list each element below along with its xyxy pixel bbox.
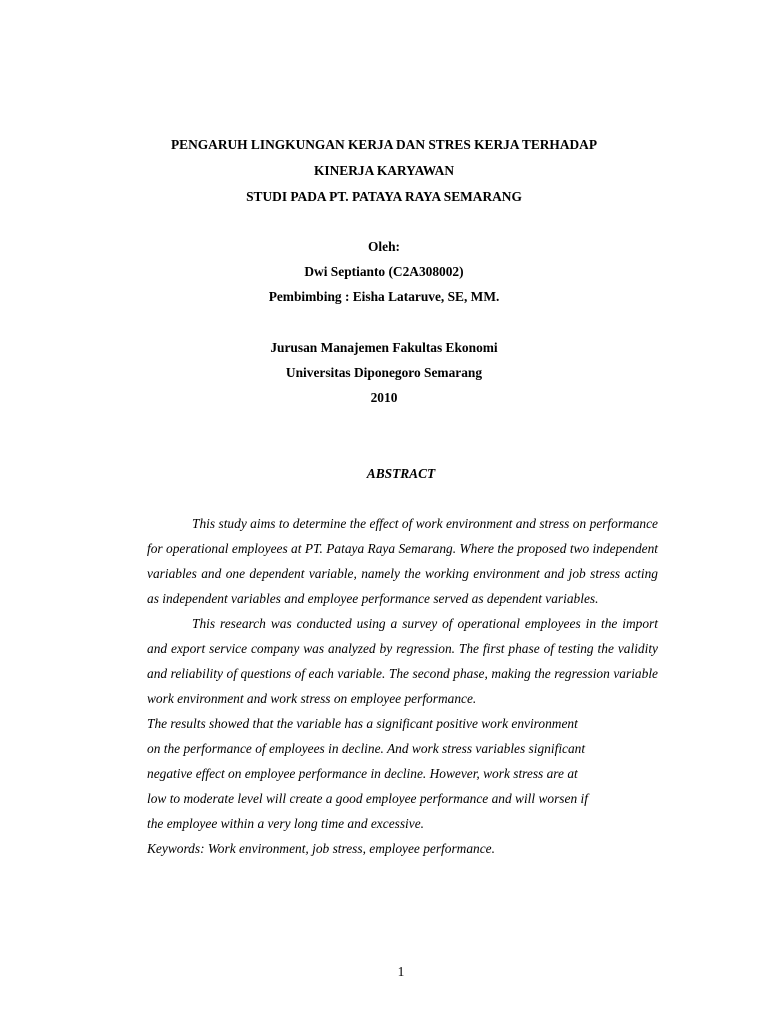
supervisor: Pembimbing : Eisha Lataruve, SE, MM. xyxy=(268,289,500,304)
university: Universitas Diponegoro Semarang xyxy=(285,365,483,380)
abstract-paragraph-3 xyxy=(147,711,658,836)
year: 2010 xyxy=(370,390,398,405)
author-name: Dwi Septianto (C2A308002) xyxy=(304,264,464,279)
abstract-paragraph-2: This research was conducted using a survey of operational employees in the import and export service company was analyzed by regression. The first phase of testing the validity and reliability of questions of each variable. The second phase, making the regression variable work environment and work stress on employee performance. xyxy=(147,616,658,706)
abstract-paragraph-3-line: low to moderate level will create a good employee performance and will worsen if xyxy=(147,791,588,806)
abstract-body xyxy=(147,511,658,861)
department: Jurusan Manajemen Fakultas Ekonomi xyxy=(270,340,498,355)
abstract-paragraph-1: This study aims to determine the effect of work environment and stress on performance for operational employees at PT. Pataya Raya Semarang. Where the proposed two independent variables and one dependent variable, namely the working environment and job stress acting as independent variables and employee performance served as dependent variables. xyxy=(147,516,658,606)
abstract-heading: ABSTRACT xyxy=(366,466,436,481)
title-line-2: KINERJA KARYAWAN xyxy=(313,163,455,178)
abstract-paragraph-3-line: The results showed that the variable has a significant positive work environment xyxy=(147,716,578,731)
keywords: Keywords: Work environment, job stress, employee performance. xyxy=(147,841,495,856)
abstract-paragraph-3-line: negative effect on employee performance in decline. However, work stress are at xyxy=(147,766,578,781)
title-line-3: STUDI PADA PT. PATAYA RAYA SEMARANG xyxy=(246,189,522,204)
abstract-paragraph-3-line: on the performance of employees in decline. And work stress variables significant xyxy=(147,741,586,756)
title-line-1: PENGARUH LINGKUNGAN KERJA DAN STRES KERJA TERHADAP xyxy=(170,137,598,152)
page-number: 1 xyxy=(397,964,405,979)
abstract-paragraph-3-line: the employee within a very long time and excessive. xyxy=(147,816,425,831)
by-label: Oleh: xyxy=(368,239,400,254)
